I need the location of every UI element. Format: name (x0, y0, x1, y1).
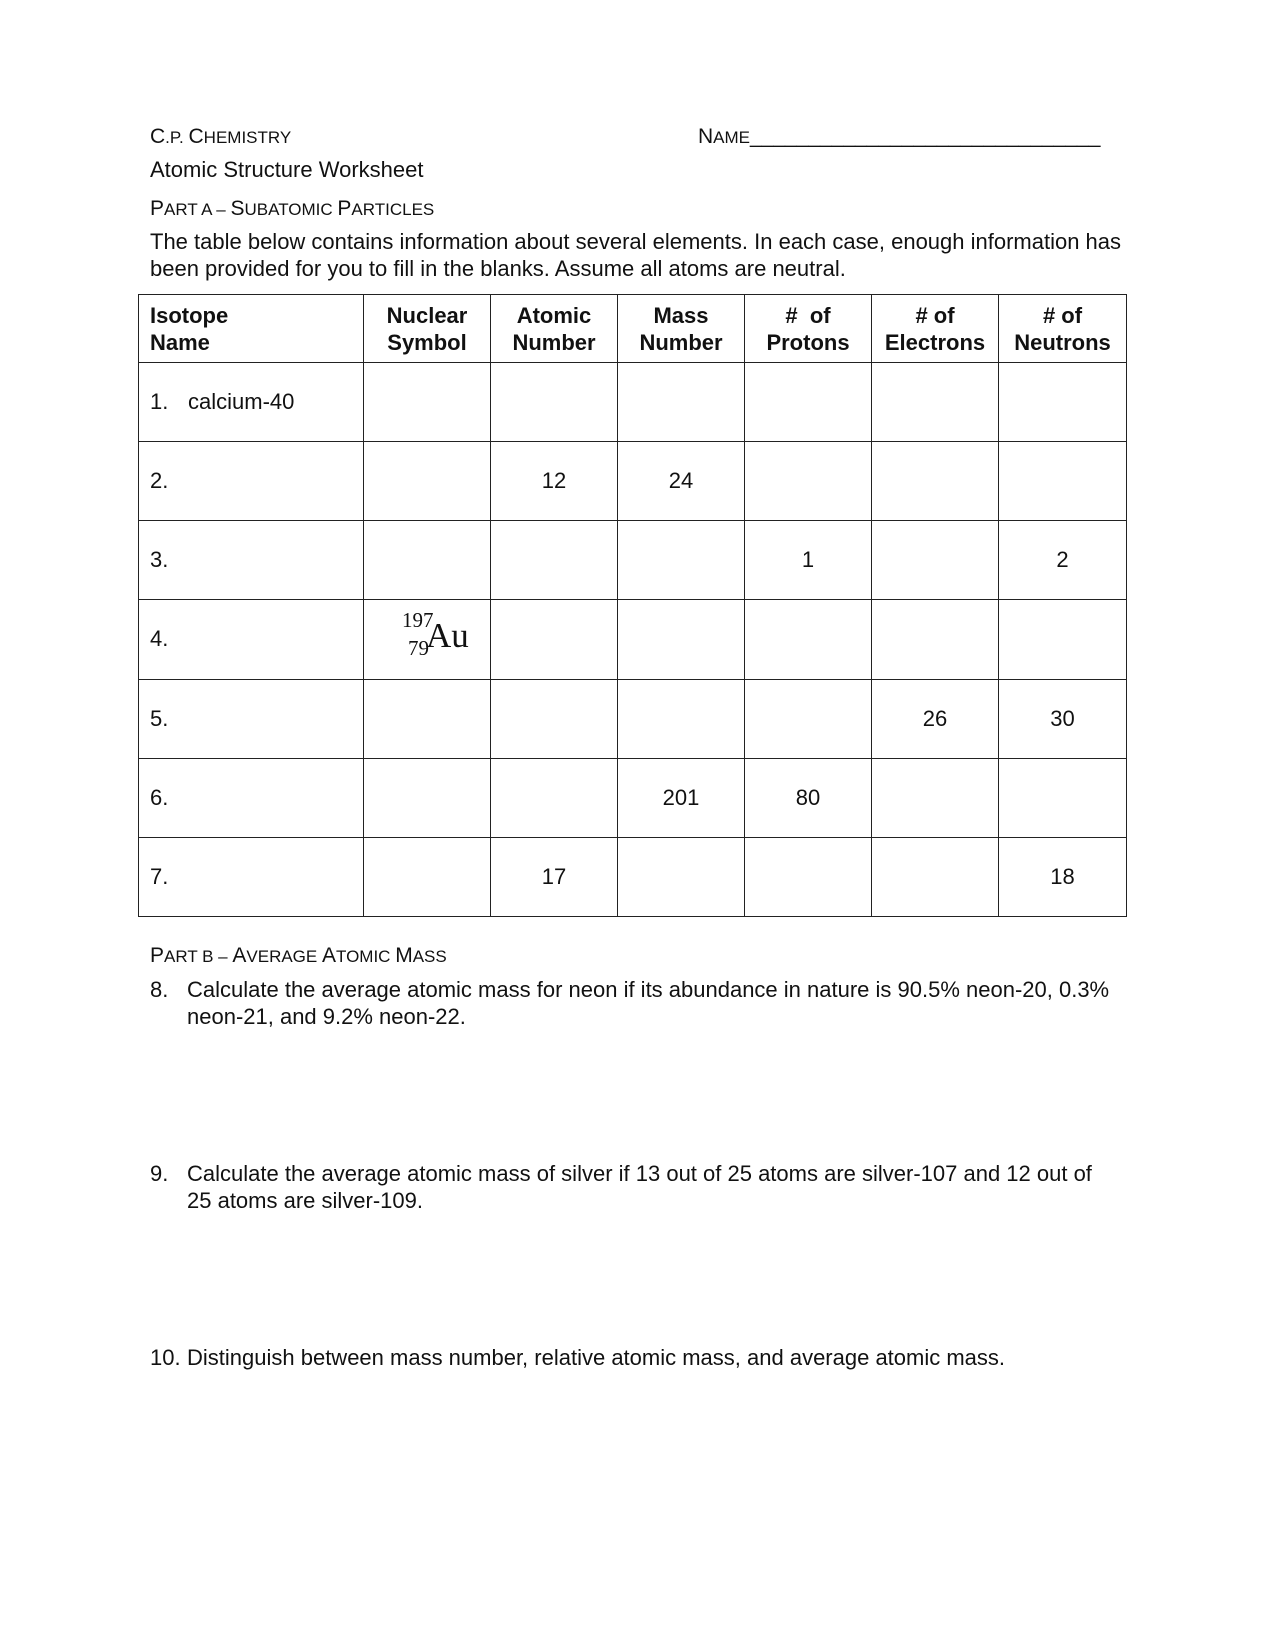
mass-number-cell[interactable] (618, 600, 745, 679)
header-isotope-name: Isotope Name (139, 295, 364, 363)
protons-cell[interactable] (745, 600, 872, 679)
nuclear-symbol-cell[interactable] (364, 363, 491, 442)
header-electrons: # of Electrons (872, 295, 999, 363)
table-row (139, 679, 1127, 758)
atomic-number-cell[interactable] (491, 758, 618, 837)
isotope-name-cell[interactable]: 7. (139, 837, 364, 916)
isotope-name-cell[interactable]: 2. (139, 442, 364, 521)
nuclide-element-symbol: Au (426, 616, 469, 656)
question-text: Calculate the average atomic mass of silver if 13 out of 25 atoms are silver-107 and 12 out of 25 atoms are silver-109. (187, 1161, 1092, 1213)
part-a-heading: PART A – SUBATOMIC PARTICLES (150, 197, 435, 220)
protons-cell[interactable] (745, 679, 872, 758)
atomic-number-cell[interactable] (491, 521, 618, 600)
part-a-instructions: The table below contains information about several elements. In each case, enough information has been provided for you to fill in the blanks. Assume all atoms are neutral. (150, 229, 1122, 281)
nuclear-symbol-cell[interactable] (364, 521, 491, 600)
isotope-name-cell[interactable]: 3. (139, 521, 364, 600)
atomic-number-cell[interactable]: 12 (491, 442, 618, 521)
protons-cell[interactable] (745, 442, 872, 521)
nuclide-atomic-number: 79 (408, 636, 429, 661)
mass-number-cell[interactable]: 24 (618, 442, 745, 521)
atomic-number-cell[interactable] (491, 600, 618, 679)
isotope-table (138, 294, 1127, 917)
header-nuclear-symbol: Nuclear Symbol (364, 295, 491, 363)
header-atomic-number: Atomic Number (491, 295, 618, 363)
name-blank-line[interactable]: ______________________________ (750, 125, 1101, 148)
protons-cell[interactable] (745, 363, 872, 442)
atomic-number-cell[interactable] (491, 679, 618, 758)
neutrons-cell[interactable]: 30 (999, 679, 1127, 758)
student-name-field[interactable]: NAME______________________________ (698, 125, 1101, 148)
question-text: Distinguish between mass number, relative atomic mass, and average atomic mass. (187, 1345, 1006, 1370)
part-b-heading: PART B – AVERAGE ATOMIC MASS (150, 944, 447, 967)
mass-number-cell[interactable] (618, 363, 745, 442)
nuclear-symbol-cell[interactable] (364, 679, 491, 758)
neutrons-cell[interactable] (999, 442, 1127, 521)
question-10 (150, 1344, 1110, 1371)
nuclear-symbol-cell[interactable] (364, 758, 491, 837)
electrons-cell[interactable] (872, 442, 999, 521)
header-neutrons: # of Neutrons (999, 295, 1127, 363)
table-row (139, 442, 1127, 521)
electrons-cell[interactable] (872, 837, 999, 916)
header-protons: # of Protons (745, 295, 872, 363)
isotope-name-cell[interactable]: 1. calcium-40 (139, 363, 364, 442)
electrons-cell[interactable] (872, 521, 999, 600)
isotope-name-cell[interactable]: 4. (139, 600, 364, 679)
table-row (139, 758, 1127, 837)
nuclear-symbol-cell[interactable] (364, 837, 491, 916)
table-row (139, 600, 1127, 679)
question-number: 8. (150, 977, 169, 1002)
electrons-cell[interactable] (872, 363, 999, 442)
neutrons-cell[interactable]: 2 (999, 521, 1127, 600)
worksheet-title: Atomic Structure Worksheet (150, 157, 424, 182)
isotope-name-cell[interactable]: 5. (139, 679, 364, 758)
nuclide-mass-number: 197 (402, 608, 434, 633)
neutrons-cell[interactable] (999, 758, 1127, 837)
neutrons-cell[interactable] (999, 363, 1127, 442)
protons-cell[interactable]: 1 (745, 521, 872, 600)
question-9 (150, 1160, 1110, 1214)
electrons-cell[interactable] (872, 758, 999, 837)
question-text: Calculate the average atomic mass for neon if its abundance in nature is 90.5% neon-20, 0.3% neon-21, and 9.2% neon-22. (187, 977, 1110, 1029)
course-title: C.P. CHEMISTRY (150, 125, 292, 148)
mass-number-cell[interactable]: 201 (618, 758, 745, 837)
electrons-cell[interactable] (872, 600, 999, 679)
neutrons-cell[interactable] (999, 600, 1127, 679)
electrons-cell[interactable]: 26 (872, 679, 999, 758)
mass-number-cell[interactable] (618, 837, 745, 916)
table-row (139, 363, 1127, 442)
question-8 (150, 976, 1110, 1030)
nuclear-symbol-cell[interactable] (364, 442, 491, 521)
mass-number-cell[interactable] (618, 521, 745, 600)
protons-cell[interactable] (745, 837, 872, 916)
neutrons-cell[interactable]: 18 (999, 837, 1127, 916)
table-header-row (139, 295, 1127, 363)
question-number: 10. (150, 1345, 181, 1370)
mass-number-cell[interactable] (618, 679, 745, 758)
question-number: 9. (150, 1161, 169, 1186)
protons-cell[interactable]: 80 (745, 758, 872, 837)
isotope-name-cell[interactable]: 6. (139, 758, 364, 837)
nuclear-symbol-cell (364, 600, 491, 679)
table-row (139, 521, 1127, 600)
gold-nuclide-symbol (382, 608, 472, 664)
atomic-number-cell[interactable]: 17 (491, 837, 618, 916)
header-mass-number: Mass Number (618, 295, 745, 363)
table-row (139, 837, 1127, 916)
atomic-number-cell[interactable] (491, 363, 618, 442)
